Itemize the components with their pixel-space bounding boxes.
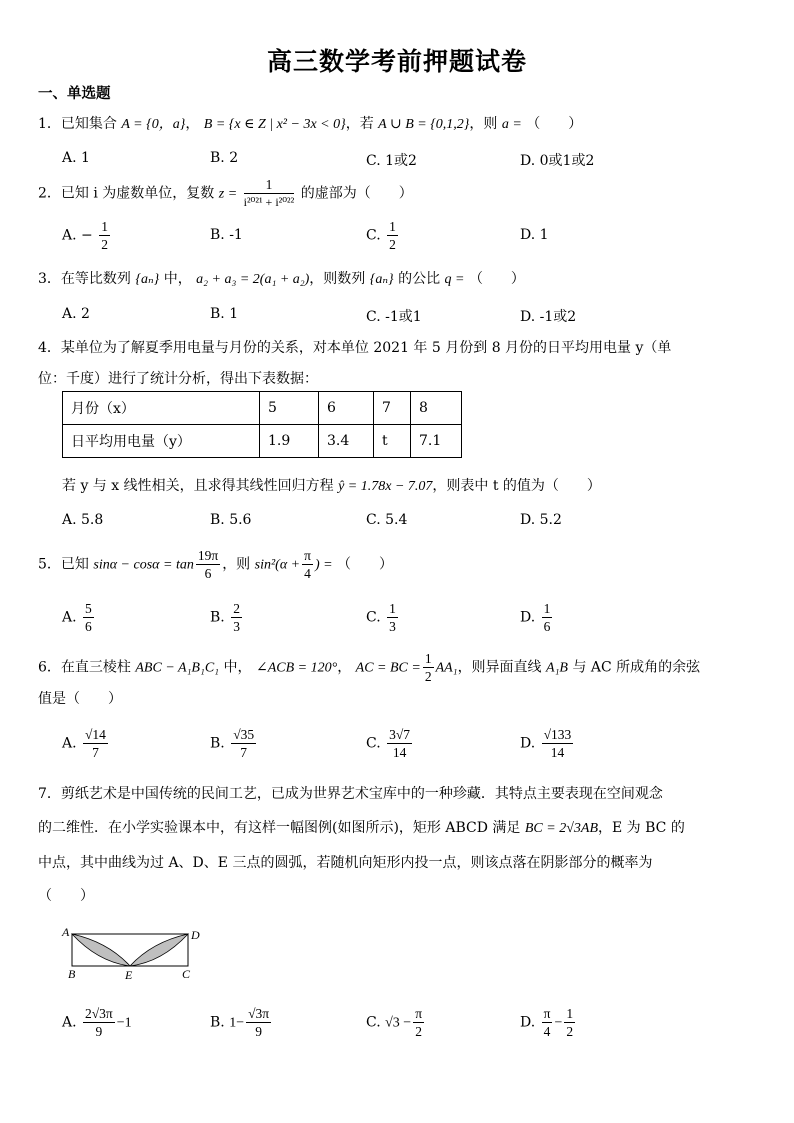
q3-suffix: 的公比 <box>398 271 441 287</box>
table-cell: 8 <box>411 392 462 425</box>
q3-mid2: ，则数列 <box>309 271 366 287</box>
q2-den: i²⁰²¹ + i²⁰²² <box>243 195 295 209</box>
q5-option-d <box>520 600 554 635</box>
q6-eq-pre: AC = BC = <box>355 660 421 676</box>
q2-fraction <box>244 176 295 211</box>
q4-option-c: C. 5.4 <box>366 512 408 528</box>
q6-d-frac <box>542 726 574 761</box>
q1-option-a: A. 1 <box>62 150 90 166</box>
q6-sep: ， <box>337 659 352 676</box>
q2-a-den: 2 <box>101 237 108 252</box>
q6-d-num: √133 <box>543 727 572 742</box>
q7-c-pre: √3 − <box>385 1015 412 1031</box>
q5-a-den: 6 <box>85 619 92 634</box>
q6-mid2: ，则异面直线 <box>457 659 542 676</box>
q2-c-label: C. <box>366 227 381 244</box>
q3-paren: （ ） <box>468 271 525 287</box>
q4-option-b: B. 5.6 <box>210 512 252 528</box>
q7-option-c <box>366 1005 426 1040</box>
q7-c-label: C. <box>366 1014 381 1031</box>
label-a: A <box>62 925 70 939</box>
q5-ask-frac <box>302 547 313 582</box>
q6-a-den: 7 <box>92 745 99 760</box>
q5-c-num: 1 <box>389 601 396 616</box>
q2-c-num: 1 <box>389 219 396 234</box>
q7-line2-eq: BC = 2√3AB <box>524 821 598 836</box>
q4-after-prefix: 若 y 与 x 线性相关，且求得其线性回归方程 <box>62 478 334 494</box>
q6-b-den: 7 <box>240 745 248 760</box>
q2-prefix: 2．已知 i 为虚数单位，复数 <box>38 185 215 202</box>
q5-option-a <box>62 600 96 635</box>
q6-option-c <box>366 726 414 761</box>
q2-num: 1 <box>244 176 295 194</box>
q5-d-frac <box>542 600 553 635</box>
q5-prefix: 5．已知 <box>38 556 89 573</box>
table-cell: 日平均用电量（y） <box>63 425 260 458</box>
q6-b-label: B. <box>210 735 225 752</box>
question-2 <box>38 176 413 211</box>
table-cell: t <box>374 425 411 458</box>
q5-a-label: A. <box>62 609 77 626</box>
q7-line-3: 中点，其中曲线为过 A、D、E 三点的圆弧，若随机向矩形内投一点，则该点落在阴影部分的概率为 <box>38 855 653 871</box>
q7-a-num: 2√3π <box>85 1006 113 1021</box>
q1-ask: a = <box>501 117 522 132</box>
q2-option-a <box>62 218 112 253</box>
q3-option-b: B. 1 <box>210 306 239 322</box>
q5-b-label: B. <box>210 609 225 626</box>
q6-c-frac <box>387 726 412 761</box>
q4-option-a: A. 5.8 <box>62 512 104 528</box>
q6-a-frac <box>83 726 108 761</box>
q7-d-den2: 2 <box>566 1024 574 1039</box>
q4-option-d: D. 5.2 <box>520 512 562 528</box>
paper-cut-figure <box>58 922 208 982</box>
q5-ask-den: 4 <box>304 566 311 581</box>
q7-b-label: B. <box>210 1014 225 1031</box>
q1-union: A ∪ B = {0,1,2} <box>378 117 470 132</box>
q5-mid: ，则 <box>222 556 251 573</box>
q5-option-b <box>210 600 244 635</box>
table-cell: 1.9 <box>260 425 319 458</box>
q3-option-c: C. -1或1 <box>366 309 422 325</box>
table-cell: 3.4 <box>319 425 374 458</box>
q3-option-a: A. 2 <box>62 306 90 322</box>
q2-c-frac <box>387 218 398 253</box>
q7-d-num: π <box>543 1006 551 1021</box>
q6-a-num: √14 <box>85 727 106 742</box>
q1-set-b: B = {x ∈ Z | x² − 3x < 0} <box>203 117 346 132</box>
q6-d-den: 14 <box>550 745 565 760</box>
q4-line-1: 4．某单位为了解夏季用电量与月份的关系，对本单位 2021 年 5 月份到 8 月份的日平均用电量 y（单 <box>38 340 672 356</box>
data-table <box>62 391 462 458</box>
q2-a-label: A. − <box>62 227 93 244</box>
q6-d-label: D. <box>520 735 536 752</box>
q6-b-num: √35 <box>233 727 255 742</box>
question-1 <box>38 113 582 133</box>
q5-den: 6 <box>204 566 212 581</box>
q3-seq: {aₙ} <box>135 272 160 287</box>
q7-a-den: 9 <box>95 1024 103 1039</box>
q5-eq: sinα − cosα = tan <box>93 557 194 573</box>
q7-option-a <box>62 1005 132 1040</box>
q7-d-den: 4 <box>543 1024 551 1039</box>
q7-d-frac2 <box>564 1005 575 1040</box>
q6-eq-post: AA₁ <box>435 660 458 676</box>
table-cell: 6 <box>319 392 374 425</box>
q7-line-2 <box>38 817 685 837</box>
q3-option-d: D. -1或2 <box>520 309 577 325</box>
q7-line-4: （ ） <box>38 888 94 904</box>
label-d: D <box>191 928 200 942</box>
q5-c-frac <box>387 600 398 635</box>
q7-a-label: A. <box>62 1014 77 1031</box>
q4-line-2: 位：千度）进行了统计分析，得出下表数据： <box>38 371 318 387</box>
q7-line2-post: ，E 为 BC 的 <box>598 820 685 836</box>
q3-seq2: {aₙ} <box>369 272 394 287</box>
q7-b-num: √3π <box>248 1006 270 1021</box>
q6-c-label: C. <box>366 735 381 752</box>
q5-paren: （ ） <box>337 556 394 573</box>
q6-prism: ABC − A₁B₁C₁ <box>135 660 220 676</box>
q5-b-den: 3 <box>233 619 240 634</box>
q5-d-num: 1 <box>543 601 551 616</box>
q5-option-c <box>366 600 400 635</box>
question-5 <box>38 547 393 582</box>
q1-sep: ， <box>185 116 200 132</box>
q7-c-frac <box>413 1005 424 1040</box>
q7-d-label: D. <box>520 1014 536 1031</box>
q5-b-num: 2 <box>233 601 240 616</box>
q4-regression: ŷ = 1.78x − 7.07 <box>338 479 433 494</box>
q4-line-3 <box>62 475 601 495</box>
q3-mid1: 中， <box>163 271 192 287</box>
q5-num: 19π <box>197 548 219 563</box>
label-c: C <box>182 967 191 981</box>
shaded-region-right <box>130 934 188 966</box>
q2-option-b: B. -1 <box>210 227 243 243</box>
table-cell: 月份（x） <box>63 392 260 425</box>
q5-ask-num: π <box>304 548 311 563</box>
q5-c-den: 3 <box>389 619 396 634</box>
q6-suffix: 与 AC 所成角的余弦 <box>572 659 701 676</box>
q7-option-b <box>210 1005 273 1040</box>
q7-d-num2: 1 <box>566 1006 574 1021</box>
table-row <box>63 392 462 425</box>
q2-option-d: D. 1 <box>520 227 549 243</box>
table-cell: 7 <box>374 392 411 425</box>
q1-option-d: D. 0或1或2 <box>520 153 595 169</box>
q1-paren: （ ） <box>526 116 583 132</box>
q6-mid1: 中， <box>223 659 252 676</box>
q1-set-a: A = {0，a} <box>121 117 186 132</box>
q5-a-frac <box>83 600 94 635</box>
question-3 <box>38 268 525 288</box>
table-cell: 5 <box>260 392 319 425</box>
q1-prefix: 1．已知集合 <box>38 116 117 132</box>
q6-option-b <box>210 726 258 761</box>
q3-eq: a₂ + a₃ = 2(a₁ + a₂) <box>196 272 310 287</box>
q6-line: A₁B <box>546 660 568 676</box>
q6-option-a <box>62 726 110 761</box>
q7-d-frac1 <box>542 1005 553 1040</box>
q2-z: z = <box>218 186 238 202</box>
q2-suffix: 的虚部为（ ） <box>300 185 413 202</box>
q6-b-frac <box>231 726 256 761</box>
section-heading: 一、单选题 <box>38 86 111 102</box>
q6-eq-frac <box>423 650 434 685</box>
shaded-region-left <box>72 934 130 966</box>
q6-c-num: 3√7 <box>389 727 411 742</box>
q1-end: ，则 <box>469 116 498 132</box>
q6-option-d <box>520 726 575 761</box>
q3-ask: q = <box>444 272 465 287</box>
q2-option-c <box>366 218 400 253</box>
q7-b-den: 9 <box>255 1024 262 1039</box>
q5-d-label: D. <box>520 609 536 626</box>
q5-frac <box>196 547 220 582</box>
q6-c-den: 14 <box>392 745 407 760</box>
q7-a-post: −1 <box>116 1015 132 1031</box>
q5-b-frac <box>231 600 242 635</box>
label-b: B <box>68 967 76 981</box>
q6-eq-den: 2 <box>424 669 432 684</box>
q6-prefix: 6．在直三棱柱 <box>38 659 131 676</box>
q7-b-frac <box>246 1005 271 1040</box>
label-e: E <box>125 968 133 982</box>
q7-c-num: π <box>415 1006 423 1021</box>
page-title: 高三数学考前押题试卷 <box>266 47 527 76</box>
q3-prefix: 3．在等比数列 <box>38 271 131 287</box>
table-cell: 7.1 <box>411 425 462 458</box>
q1-option-b: B. 2 <box>210 150 239 166</box>
question-6 <box>38 650 700 685</box>
q2-a-num: 1 <box>101 219 108 234</box>
q1-mid: ，若 <box>345 116 374 132</box>
q5-ask-pre: sin²(α + <box>254 557 301 573</box>
q5-d-den: 6 <box>543 619 551 634</box>
q1-option-c: C. 1或2 <box>366 153 417 169</box>
q6-a-label: A. <box>62 735 77 752</box>
q7-d-mid: − <box>554 1015 563 1031</box>
q7-b-pre: 1− <box>229 1015 245 1031</box>
q5-c-label: C. <box>366 609 381 626</box>
q6-line-2: 值是（ ） <box>38 691 122 707</box>
q2-a-frac <box>99 218 110 253</box>
q6-eq-num: 1 <box>424 651 432 666</box>
q7-c-den: 2 <box>415 1024 422 1039</box>
q5-ask-post: ) = <box>314 557 333 573</box>
q2-c-den: 2 <box>389 237 396 252</box>
q5-a-num: 5 <box>85 601 92 616</box>
q6-angle: ∠ACB = 120° <box>255 660 338 676</box>
q7-line-1: 7．剪纸艺术是中国传统的民间工艺，已成为世界艺术宝库中的一种珍藏．其特点主要表现在空间观念 <box>38 786 663 802</box>
q7-a-frac <box>83 1005 115 1040</box>
table-row <box>63 425 462 458</box>
q4-after-suffix: ，则表中 t 的值为（ ） <box>432 478 601 494</box>
q7-line2-pre: 的二维性．在小学实验课本中，有这样一幅图例(如图所示)，矩形 ABCD 满足 <box>38 820 521 836</box>
q7-option-d <box>520 1005 577 1040</box>
